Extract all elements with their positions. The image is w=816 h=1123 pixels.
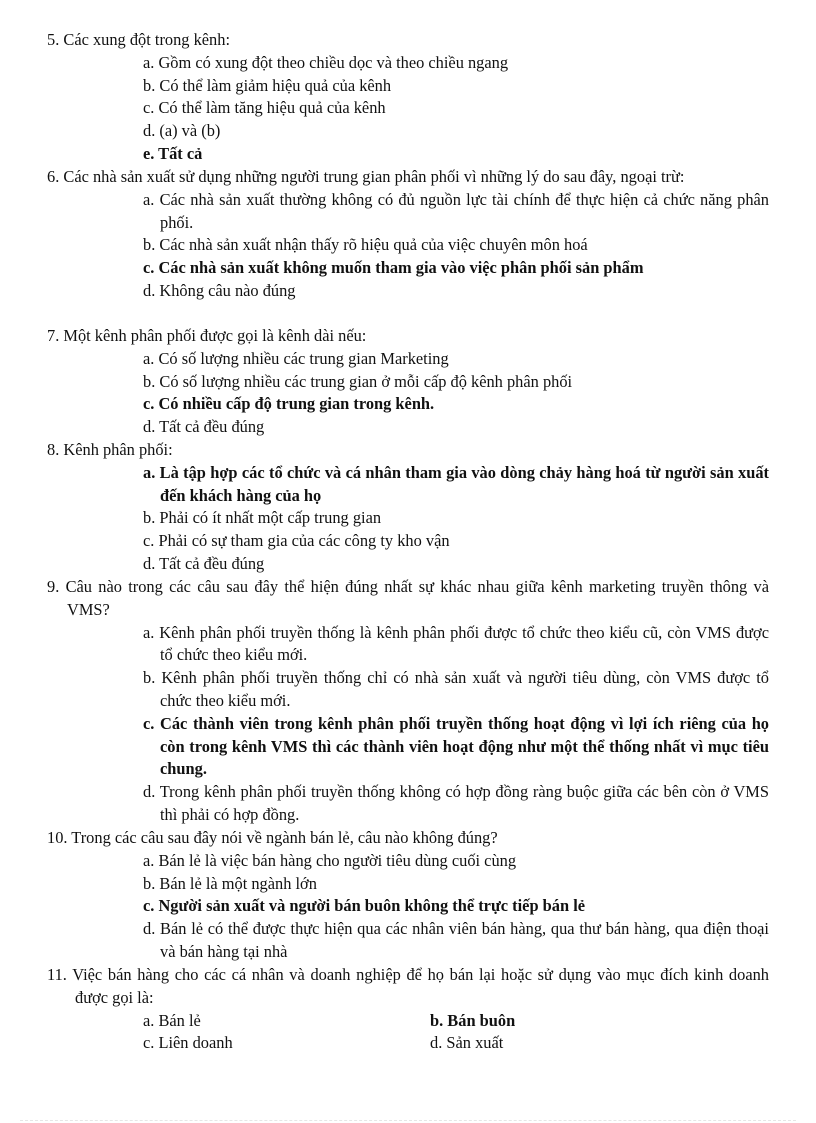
option-d: d. Không câu nào đúng — [143, 280, 296, 300]
question-stem-text: 6. Các nhà sản xuất sử dụng những người trung gian phân phối vì những lý do sau đây, ngoại trừ: — [47, 167, 685, 186]
option-b-correct: b. Bán buôn — [430, 1010, 516, 1030]
question-stem-text: 11. Việc bán hàng cho các cá nhân và doanh nghiệp để họ bán lại hoặc sử dụng vào mục đích kinh doanh được gọi là: — [47, 965, 769, 1007]
question-stem — [47, 576, 769, 622]
question-10 — [47, 827, 769, 964]
question-stem: 7. Một kênh phân phối được gọi là kênh dài nếu: — [47, 326, 367, 345]
option-a: a. Có số lượng nhiều các trung gian Marketing — [143, 348, 449, 368]
option-d: d. Bán lẻ có thể được thực hiện qua các nhân viên bán hàng, qua thư bán hàng, qua điện thoại và bán hàng tại nhà — [143, 919, 769, 961]
options-list — [47, 189, 769, 303]
option-a: a. Kênh phân phối truyền thống là kênh phân phối được tổ chức theo kiểu cũ, còn VMS được tổ chức theo kiểu mới. — [143, 622, 769, 665]
options-list — [47, 850, 769, 964]
option-d: d. Tất cả đều đúng — [143, 417, 265, 437]
option-a: a. Bán lẻ là việc bán hàng cho người tiêu dùng cuối cùng — [143, 850, 517, 870]
option-c-correct: c. Người sản xuất và người bán buôn không thể trực tiếp bán lẻ — [143, 896, 586, 916]
options-list — [47, 52, 769, 166]
option-d: d. Trong kênh phân phối truyền thống không có hợp đồng ràng buộc giữa các bên còn ở VMS thì phải có hợp đồng. — [143, 782, 769, 824]
option-a: a. Bán lẻ — [143, 1010, 201, 1030]
options-grid — [143, 1010, 769, 1056]
question-stem — [47, 166, 769, 189]
option-e-correct: e. Tất cả — [143, 143, 203, 163]
option-b: b. Phải có ít nhất một cấp trung gian — [143, 508, 382, 528]
option-a: a. Các nhà sản xuất thường không có đủ nguồn lực tài chính để thực hiện cả chức năng phân phối. — [143, 189, 769, 232]
question-stem-text: 9. Câu nào trong các câu sau đây thể hiện đúng nhất sự khác nhau giữa kênh marketing truyền thông và VMS? — [47, 577, 769, 619]
option-c-correct: c. Các nhà sản xuất không muốn tham gia vào việc phân phối sản phẩm — [143, 258, 644, 278]
option-b: b. Có số lượng nhiều các trung gian ở mỗi cấp độ kênh phân phối — [143, 371, 573, 391]
option-c: c. Phải có sự tham gia của các công ty kho vận — [143, 531, 450, 551]
question-5 — [47, 29, 769, 166]
question-stem: 5. Các xung đột trong kênh: — [47, 30, 231, 49]
question-6 — [47, 166, 769, 303]
question-stem: 10. Trong các câu sau đây nói về ngành bán lẻ, câu nào không đúng? — [47, 828, 498, 847]
option-d: d. Tất cả đều đúng — [143, 553, 265, 573]
option-c: c. Liên doanh — [143, 1033, 233, 1053]
question-7 — [47, 325, 769, 439]
option-c: c. Có thể làm tăng hiệu quả của kênh — [143, 98, 386, 118]
option-b: b. Kênh phân phối truyền thống chỉ có nhà sản xuất và người tiêu dùng, còn VMS được tổ chức theo kiểu mới. — [143, 668, 769, 710]
options-list — [47, 622, 769, 827]
options-list — [47, 462, 769, 576]
option-c-correct: c. Có nhiều cấp độ trung gian trong kênh. — [143, 394, 435, 414]
question-9 — [47, 576, 769, 827]
option-b: b. Bán lẻ là một ngành lớn — [143, 873, 317, 893]
question-stem — [47, 964, 769, 1010]
question-8 — [47, 439, 769, 576]
option-c-correct: c. Các thành viên trong kênh phân phối truyền thống hoạt động vì lợi ích riêng của họ còn trong kênh VMS thì các thành viên hoạt động như một thể thống nhất vì mục tiêu chung. — [143, 713, 769, 779]
options-list — [47, 348, 769, 439]
option-d: d. (a) và (b) — [143, 121, 221, 141]
option-a-correct: a. Là tập hợp các tổ chức và cá nhân tham gia vào dòng chảy hàng hoá từ người sản xuất đến khách hàng của họ — [143, 462, 769, 505]
option-b: b. Có thể làm giảm hiệu quả của kênh — [143, 75, 392, 95]
question-11 — [47, 964, 769, 1055]
page-bottom-rule — [20, 1120, 796, 1121]
option-b: b. Các nhà sản xuất nhận thấy rõ hiệu quả của việc chuyên môn hoá — [143, 235, 588, 255]
option-d: d. Sản xuất — [430, 1033, 504, 1053]
option-a: a. Gồm có xung đột theo chiều dọc và theo chiều ngang — [143, 52, 509, 72]
question-stem: 8. Kênh phân phối: — [47, 440, 173, 459]
